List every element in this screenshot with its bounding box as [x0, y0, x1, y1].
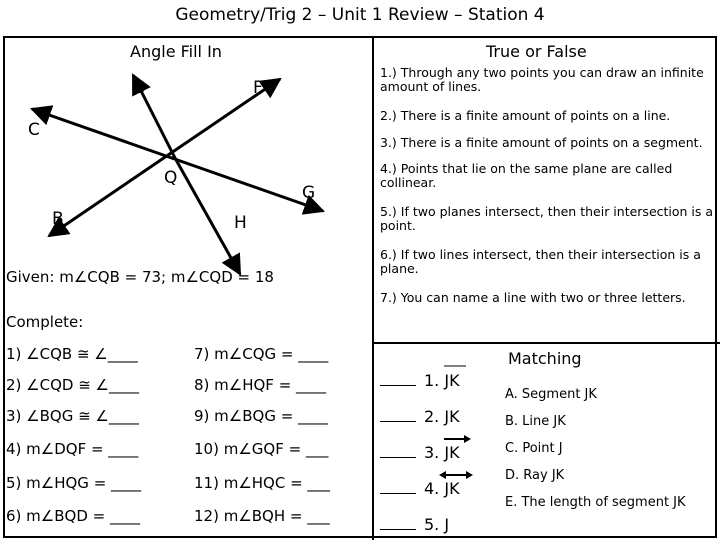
answer-blank[interactable]	[380, 479, 416, 494]
matching-heading: Matching	[508, 349, 582, 368]
match-item-5	[380, 515, 449, 534]
tf-item-6: 6.) If two lines intersect, then their intersection is a plane.	[380, 247, 701, 276]
angle-fill-in-heading: Angle Fill In	[130, 42, 222, 61]
answer-blank[interactable]	[380, 515, 416, 530]
true-false-heading: True or False	[486, 42, 587, 61]
choice-c: C. Point J	[505, 441, 563, 456]
section-divider	[372, 342, 720, 344]
tf-item-5: 5.) If two planes intersect, then their intersection is a point.	[380, 204, 714, 233]
column-divider	[372, 36, 374, 540]
tf-item-1: 1.) Through any two points you can draw an infinite amount of lines.	[380, 65, 704, 94]
choice-b: B. Line JK	[505, 414, 566, 429]
match-item-2	[380, 407, 460, 426]
point-label-q: Q	[164, 168, 178, 188]
match-item-label: 2. JK	[424, 407, 460, 426]
tf-item-3: 3.) There is a finite amount of points on a segment.	[380, 135, 703, 150]
angle-item-5: 5) m∠HQG = ____	[6, 474, 142, 492]
point-label-b: B	[52, 209, 64, 229]
point-label-c: C	[28, 120, 40, 140]
tf-item-7: 7.) You can name a line with two or three letters.	[380, 290, 686, 305]
angle-item-6: 6) m∠BQD = ____	[6, 507, 140, 525]
choice-d: D. Ray JK	[505, 468, 565, 483]
given-statement: Given: m∠CQB = 73; m∠CQD = 18	[6, 268, 274, 286]
angle-item-10: 10) m∠GQF = ___	[194, 440, 329, 458]
choice-e: E. The length of segment JK	[505, 495, 686, 510]
match-item-label: 5. J	[424, 515, 450, 534]
angle-item-3: 3) ∠BQG ≅ ∠____	[6, 407, 139, 425]
angle-diagram	[0, 36, 372, 286]
point-label-d: D	[133, 78, 147, 98]
answer-blank[interactable]	[380, 443, 416, 458]
point-label-f: F	[253, 78, 263, 98]
match-item-label: 3. JK	[424, 443, 460, 462]
angle-item-2: 2) ∠CQD ≅ ∠____	[6, 376, 139, 394]
point-label-h: H	[234, 213, 247, 233]
line-symbol	[438, 470, 474, 480]
match-item-label: 4. JK	[424, 479, 460, 498]
point-label-g: G	[302, 183, 316, 203]
match-item-4	[380, 479, 460, 498]
angle-item-1: 1) ∠CQB ≅ ∠____	[6, 345, 138, 363]
tf-item-4: 4.) Points that lie on the same plane are called collinear.	[380, 161, 673, 190]
match-item-label: 1. JK	[424, 371, 460, 390]
angle-item-9: 9) m∠BQG = ____	[194, 407, 329, 425]
length-bar-symbol	[440, 362, 470, 370]
angle-item-8: 8) m∠HQF = ____	[194, 376, 327, 394]
angle-item-12: 12) m∠BQH = ___	[194, 507, 330, 525]
complete-label: Complete:	[6, 313, 84, 331]
choice-a: A. Segment JK	[505, 387, 597, 402]
angle-item-7: 7) m∠CQG = ____	[194, 345, 329, 363]
tf-item-2: 2.) There is a finite amount of points on a line.	[380, 108, 671, 123]
ray-symbol	[440, 434, 474, 444]
angle-item-11: 11) m∠HQC = ___	[194, 474, 330, 492]
answer-blank[interactable]	[380, 371, 416, 386]
match-item-1	[380, 371, 460, 390]
answer-blank[interactable]	[380, 407, 416, 422]
angle-item-4: 4) m∠DQF = ____	[6, 440, 139, 458]
match-item-3	[380, 443, 460, 462]
page-title: Geometry/Trig 2 – Unit 1 Review – Station 4	[175, 5, 545, 25]
ray-qh	[175, 158, 240, 274]
